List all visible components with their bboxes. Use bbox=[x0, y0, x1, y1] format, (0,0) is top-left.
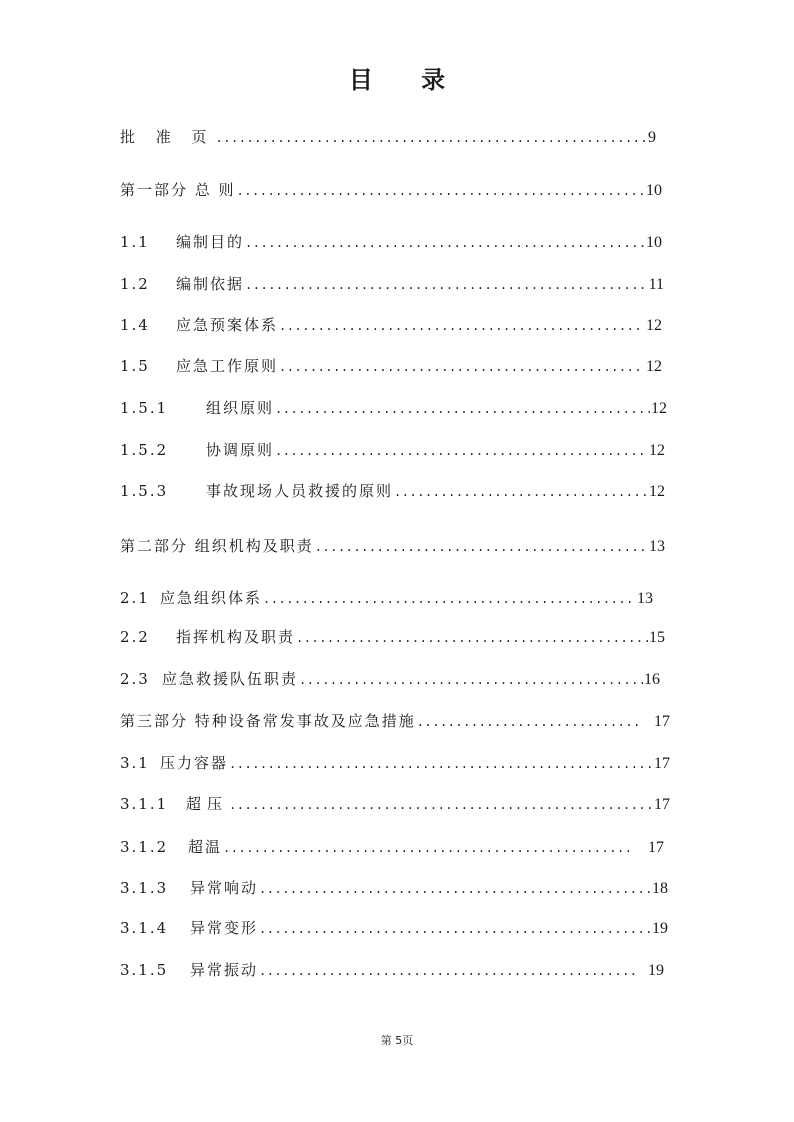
toc-leader bbox=[299, 670, 643, 688]
toc-entry[interactable] bbox=[120, 836, 664, 857]
toc-leader bbox=[259, 961, 640, 979]
toc-entry-page: 12 bbox=[649, 483, 665, 500]
toc-entry-label: 第二部分 组织机构及职责 bbox=[120, 537, 314, 555]
toc-entry-label: 压力容器 bbox=[160, 754, 229, 772]
toc-leader bbox=[279, 357, 645, 375]
page-title: 目 录 bbox=[348, 65, 466, 94]
toc-entry[interactable] bbox=[120, 179, 662, 200]
toc-entry-page: 13 bbox=[637, 590, 653, 607]
toc-leader bbox=[263, 589, 636, 607]
toc-entry-number: 2.1 bbox=[120, 589, 150, 607]
toc-entry-label: 应急预案体系 bbox=[176, 316, 279, 334]
toc-entry-page: 12 bbox=[651, 400, 667, 417]
toc-entry-page: 16 bbox=[644, 671, 660, 688]
toc-entry[interactable] bbox=[120, 439, 665, 460]
toc-entry-number: 3.1.4 bbox=[120, 919, 169, 937]
toc-entry-page: 13 bbox=[649, 538, 665, 555]
toc-entry[interactable] bbox=[120, 710, 670, 731]
toc-leader bbox=[245, 275, 648, 293]
toc-entry-label: 超温 bbox=[188, 838, 223, 856]
toc-leader bbox=[223, 838, 634, 856]
toc-entry-label: 异常振动 bbox=[190, 961, 259, 979]
toc-entry-number: 3.1.2 bbox=[120, 838, 169, 856]
toc-leader bbox=[315, 537, 648, 555]
toc-entry-page: 18 bbox=[652, 880, 668, 897]
toc-entry[interactable] bbox=[120, 793, 670, 814]
toc-entry-number: 2.2 bbox=[120, 628, 150, 646]
toc-entry-page: 12 bbox=[646, 358, 662, 375]
toc-entry-page: 17 bbox=[654, 796, 670, 813]
toc-entry-number: 2.3 bbox=[120, 670, 150, 688]
toc-leader bbox=[245, 233, 645, 251]
toc-entry-number: 1.5.1 bbox=[120, 399, 169, 417]
toc-entry-page: 9 bbox=[648, 129, 656, 146]
toc-entry[interactable] bbox=[120, 626, 665, 647]
toc-leader bbox=[296, 628, 648, 646]
toc-entry-number: 1.2 bbox=[120, 275, 150, 293]
toc-entry-page: 17 bbox=[654, 713, 670, 730]
toc-entry[interactable] bbox=[120, 587, 653, 608]
toc-leader bbox=[279, 316, 645, 334]
toc-entry[interactable] bbox=[120, 668, 660, 689]
toc-entry[interactable] bbox=[120, 480, 665, 501]
toc-leader bbox=[275, 441, 648, 459]
toc-entry-page: 12 bbox=[646, 317, 662, 334]
toc-leader bbox=[394, 482, 648, 500]
toc-entry-number: 1.5 bbox=[120, 357, 150, 375]
toc-entry-page: 10 bbox=[646, 234, 662, 251]
toc-entry-label: 应急工作原则 bbox=[176, 357, 279, 375]
toc-leader bbox=[417, 712, 640, 730]
toc-entry-page: 17 bbox=[654, 755, 670, 772]
toc-leader bbox=[275, 399, 650, 417]
toc-entry-label: 异常响动 bbox=[190, 879, 259, 897]
toc-entry-page: 19 bbox=[648, 962, 664, 979]
toc-entry[interactable] bbox=[120, 355, 662, 376]
toc-leader bbox=[216, 128, 647, 146]
toc-entry-number: 1.1 bbox=[120, 233, 150, 251]
toc-entry[interactable] bbox=[120, 535, 665, 556]
toc-entry[interactable] bbox=[120, 752, 670, 773]
toc-entry-label: 指挥机构及职责 bbox=[176, 628, 296, 646]
toc-entry-page: 12 bbox=[649, 442, 665, 459]
toc-entry[interactable] bbox=[120, 959, 664, 980]
toc-entry-label: 第一部分 总 则 bbox=[120, 181, 236, 199]
toc-entry-number: 3.1.3 bbox=[120, 879, 169, 897]
toc-leader bbox=[229, 795, 653, 813]
toc-entry-label: 事故现场人员救援的原则 bbox=[206, 482, 394, 500]
page-number-footer: 第 5页 bbox=[380, 1034, 414, 1047]
toc-entry-number: 3.1 bbox=[120, 754, 150, 772]
toc-entry[interactable] bbox=[120, 314, 662, 335]
toc-entry[interactable] bbox=[120, 273, 664, 294]
toc-entry-label: 组织原则 bbox=[206, 399, 275, 417]
toc-entry-label: 批 准 页 bbox=[120, 128, 215, 146]
toc-entry-label: 编制目的 bbox=[176, 233, 245, 251]
toc-entry[interactable] bbox=[120, 397, 667, 418]
toc-entry[interactable] bbox=[120, 877, 668, 898]
toc-entry[interactable] bbox=[120, 917, 668, 938]
toc-leader bbox=[237, 181, 645, 199]
toc-entry-page: 11 bbox=[648, 276, 664, 293]
toc-entry-number: 1.4 bbox=[120, 316, 150, 334]
toc-leader bbox=[259, 919, 651, 937]
toc-entry-page: 10 bbox=[646, 182, 662, 199]
toc-entry-number: 3.1.1 bbox=[120, 795, 169, 813]
toc-entry-label: 应急组织体系 bbox=[160, 589, 263, 607]
toc-entry-page: 15 bbox=[649, 629, 665, 646]
toc-entry-label: 超压 bbox=[186, 795, 229, 813]
toc-entry-label: 应急救援队伍职责 bbox=[162, 670, 299, 688]
toc-leader bbox=[259, 879, 651, 897]
toc-entry-label: 异常变形 bbox=[190, 919, 259, 937]
toc-entry-number: 3.1.5 bbox=[120, 961, 169, 979]
toc-entry[interactable] bbox=[120, 126, 656, 147]
toc-entry-page: 17 bbox=[648, 839, 664, 856]
toc-entry-label: 编制依据 bbox=[176, 275, 245, 293]
toc-entry-number: 1.5.2 bbox=[120, 441, 169, 459]
toc-leader bbox=[229, 754, 653, 772]
toc-entry-number: 1.5.3 bbox=[120, 482, 169, 500]
toc-entry-label: 第三部分 特种设备常发事故及应急措施 bbox=[120, 712, 416, 730]
toc-entry-label: 协调原则 bbox=[206, 441, 275, 459]
toc-entry-page: 19 bbox=[652, 920, 668, 937]
toc-entry[interactable] bbox=[120, 231, 662, 252]
